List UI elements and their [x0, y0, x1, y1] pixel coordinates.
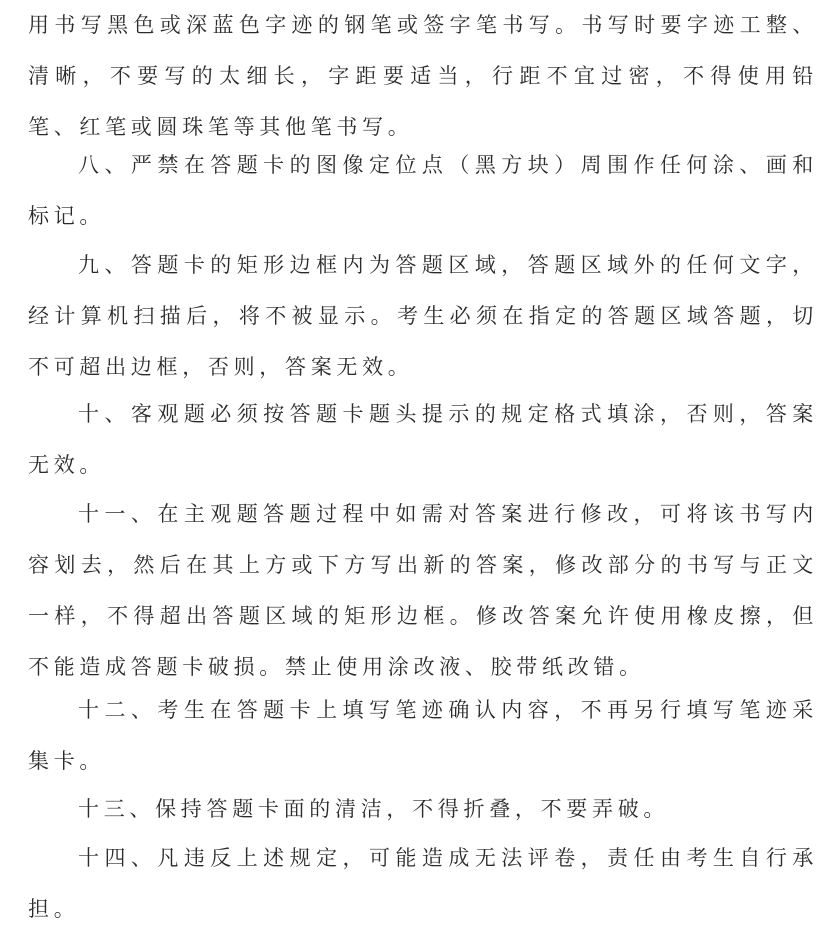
- paragraph-rule-12: 十二、考生在答题卡上填写笔迹确认内容，不再另行填写笔迹采集卡。: [28, 698, 818, 773]
- paragraph-rule-11: 十一、在主观题答题过程中如需对答案进行修改，可将该书写内容划去，然后在其上方或下方写出新的答案，修改部分的书写与正文一样，不得超出答题区域的矩形边框。修改答案允许使用橡皮擦，但不能造成答题卡破损。禁止使用涂改液、胶带纸改错。: [28, 502, 818, 679]
- paragraph-pen-rules: 用书写黑色或深蓝色字迹的钢笔或签字笔书写。书写时要字迹工整、清晰，不要写的太细长，字距要适当，行距不宜过密，不得使用铅笔、红笔或圆珠笔等其他笔书写。: [28, 13, 818, 139]
- paragraph-rule-9: 九、答题卡的矩形边框内为答题区域，答题区域外的任何文字，经计算机扫描后，将不被显示。考生必须在指定的答题区域答题，切不可超出边框，否则，答案无效。: [28, 253, 818, 379]
- paragraph-rule-14: 十四、凡违反上述规定，可能造成无法评卷，责任由考生自行承担。: [28, 846, 818, 921]
- paragraph-rule-8: 八、严禁在答题卡的图像定位点（黑方块）周围作任何涂、画和标记。: [28, 153, 818, 228]
- paragraph-rule-10: 十、客观题必须按答题卡题头提示的规定格式填涂，否则，答案无效。: [28, 402, 818, 477]
- paragraph-rule-13: 十三、保持答题卡面的清洁，不得折叠，不要弄破。: [78, 797, 670, 821]
